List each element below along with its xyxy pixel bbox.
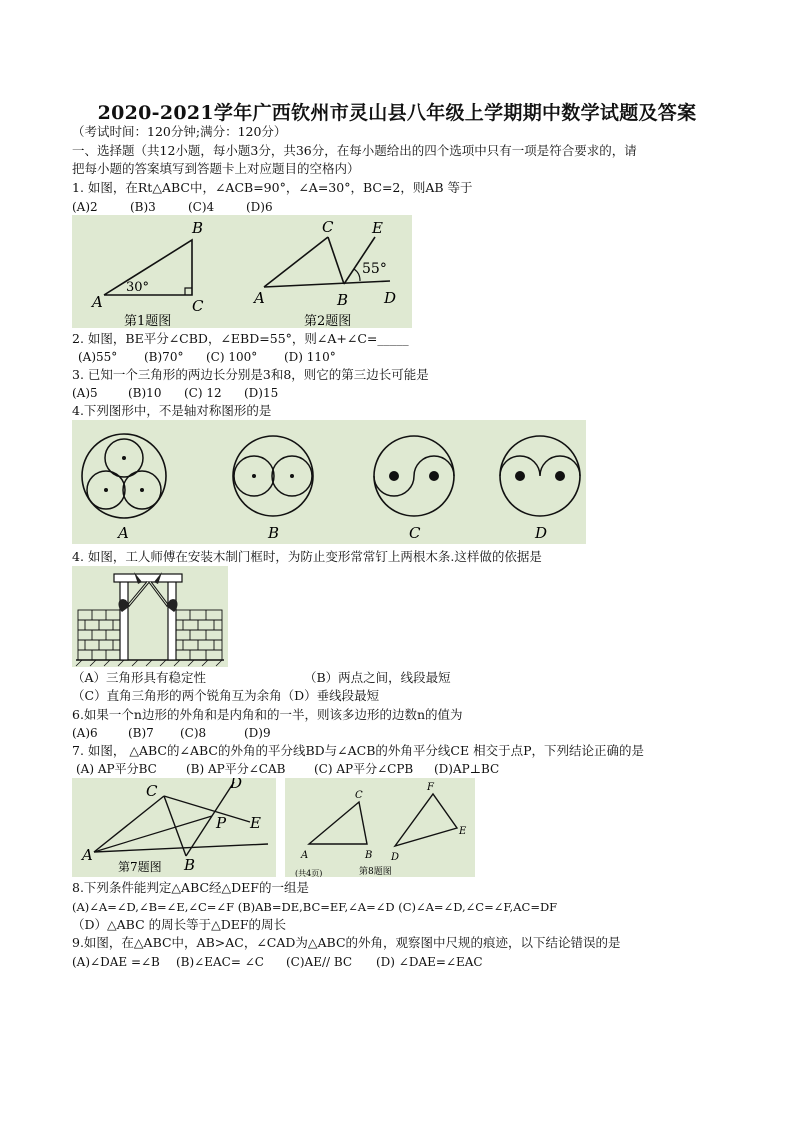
q3-options bbox=[72, 385, 278, 401]
fig1-angle-label: 30° bbox=[126, 280, 150, 295]
fig7-label-d: D bbox=[230, 778, 243, 792]
fig2-label-c: C bbox=[322, 218, 334, 236]
section-instructions-line1: 一、选择题（共12小题，每小题3分，共36分，在每小题给出的四个选项中只有一项是符合要求的，请 bbox=[72, 143, 637, 158]
q2-options bbox=[78, 349, 336, 365]
q4b-option-a: （A）三角形具有稳定性 bbox=[72, 670, 207, 685]
fig8-label-e: E bbox=[459, 826, 467, 837]
fig2-caption: 第2题图 bbox=[304, 314, 352, 328]
q7-option-a: (A) AP平分BC bbox=[76, 762, 157, 776]
page-title: 2020-2021学年广西钦州市灵山县八年级上学期期中数学试题及答案 bbox=[97, 102, 697, 124]
figure-q1-q2 bbox=[72, 215, 412, 328]
q7-option-b: (B) AP平分∠CAB bbox=[186, 762, 286, 776]
q8-stem: 8.下列条件能判定△ABC经△DEF的一组是 bbox=[72, 880, 309, 895]
q4a-stem: 4.下列图形中，不是轴对称图形的是 bbox=[72, 403, 272, 418]
q1-option-d: (D)6 bbox=[246, 200, 273, 214]
fig2-label-a: A bbox=[254, 289, 265, 307]
fig7-label-e: E bbox=[250, 814, 261, 832]
figure-q8-svg bbox=[285, 778, 475, 877]
section-instructions-line2: 把每小题的答案填写到答题卡上对应题目的空格内） bbox=[72, 161, 360, 176]
fig7-label-p: P bbox=[216, 814, 227, 832]
q6-option-b: (B)7 bbox=[128, 726, 154, 740]
fig8-label-f: F bbox=[427, 782, 434, 793]
q4b-option-row1 bbox=[72, 670, 451, 686]
q4b-option-row2 bbox=[72, 688, 379, 704]
fig8-label-d: D bbox=[391, 852, 400, 863]
fig4-label-c: C bbox=[409, 524, 421, 542]
q6-option-d: (D)9 bbox=[244, 726, 271, 740]
fig7-label-a: A bbox=[82, 846, 93, 864]
q1-stem: 1. 如图，在Rt△ABC中，∠ACB=90°，∠A=30°，BC=2，则AB 等于 bbox=[72, 180, 473, 195]
fig4-label-d: D bbox=[535, 524, 548, 542]
figure-door-frame bbox=[72, 566, 228, 667]
q3-stem: 3. 已知一个三角形的两边长分别是3和8，则它的第三边长可能是 bbox=[72, 367, 429, 382]
fig2-label-e: E bbox=[372, 219, 383, 237]
fig2-angle-label: 55° bbox=[362, 261, 387, 277]
q2-stem: 2. 如图，BE平分∠CBD，∠EBD=55°，则∠A+∠C=_____ bbox=[72, 331, 409, 346]
fig2-label-d: D bbox=[384, 289, 397, 307]
q9-options bbox=[72, 954, 483, 970]
q3-option-d: (D)15 bbox=[244, 386, 279, 400]
exam-info: （考试时间：120分钟;满分：120分） bbox=[72, 124, 287, 139]
figure-q4-svg bbox=[72, 420, 586, 544]
q9-option-b: (B)∠EAC= ∠C bbox=[176, 955, 264, 969]
figure-q8 bbox=[285, 778, 475, 877]
q1-option-a: (A)2 bbox=[72, 200, 98, 214]
fig8-page-note: (共4页) bbox=[295, 869, 323, 877]
figure-q1-q2-svg bbox=[72, 215, 412, 328]
fig4-label-b: B bbox=[268, 524, 280, 542]
fig1-label-a: A bbox=[92, 293, 103, 311]
fig1-label-b: B bbox=[192, 219, 204, 237]
fig7-caption: 第7题图 bbox=[118, 860, 162, 874]
fig8-label-a: A bbox=[301, 850, 309, 861]
q2-option-a: (A)55° bbox=[78, 350, 118, 364]
q7-option-d: (D)AP⊥BC bbox=[434, 762, 500, 776]
q9-option-a: (A)∠DAE =∠B bbox=[72, 955, 160, 969]
figure-q4-symmetry bbox=[72, 420, 586, 544]
q3-option-b: (B)10 bbox=[128, 386, 162, 400]
fig1-label-c: C bbox=[192, 297, 204, 315]
q6-option-c: (C)8 bbox=[180, 726, 207, 740]
q1-option-c: (C)4 bbox=[188, 200, 215, 214]
fig1-caption: 第1题图 bbox=[124, 314, 172, 328]
fig7-label-c: C bbox=[146, 782, 158, 800]
fig4-label-a: A bbox=[118, 524, 129, 542]
q4b-stem: 4. 如图，工人师傅在安装木制门框时，为防止变形常常钉上两根木条.这样做的依据是 bbox=[72, 549, 542, 564]
q9-option-d: (D) ∠DAE=∠EAC bbox=[376, 955, 483, 969]
q4b-option-d: （D）垂线段最短 bbox=[281, 688, 380, 703]
fig2-label-b: B bbox=[337, 291, 349, 309]
q4b-option-b: （B）两点之间，线段最短 bbox=[304, 670, 451, 685]
fig8-label-c: C bbox=[355, 790, 363, 801]
q9-stem: 9.如图，在△ABC中，AB>AC，∠CAD为△ABC的外角，观察图中尺规的痕迹，以下结论错误的是 bbox=[72, 935, 621, 950]
q1-options bbox=[72, 199, 273, 215]
q8-options: (A)∠A=∠D,∠B=∠E,∠C=∠F (B)AB=DE,BC=EF,∠A=∠D (C)∠A=∠D,∠C=∠F,AC=DF bbox=[72, 900, 558, 914]
figure-door-frame-svg bbox=[72, 566, 228, 667]
figure-q7 bbox=[72, 778, 276, 877]
q3-option-a: (A)5 bbox=[72, 386, 98, 400]
q3-option-c: (C) 12 bbox=[184, 386, 222, 400]
fig7-label-b: B bbox=[184, 856, 196, 874]
q7-option-c: (C) AP平分∠CPB bbox=[314, 762, 414, 776]
q4b-option-c: （C）直角三角形的两个锐角互为余角 bbox=[72, 688, 282, 703]
q7-stem: 7. 如图， △ABC的∠ABC的外角的平分线BD与∠ACB的外角平分线CE 相交于点P，下列结论正确的是 bbox=[72, 743, 645, 758]
q6-option-a: (A)6 bbox=[72, 726, 98, 740]
figure-q7-svg bbox=[72, 778, 276, 877]
q2-option-d: (D) 110° bbox=[284, 350, 336, 364]
q9-option-c: (C)AE// BC bbox=[286, 955, 353, 969]
q6-stem: 6.如果一个n边形的外角和是内角和的一半，则该多边形的边数n的值为 bbox=[72, 707, 463, 722]
q1-option-b: (B)3 bbox=[130, 200, 156, 214]
q6-options bbox=[72, 725, 271, 741]
fig8-label-b: B bbox=[365, 850, 373, 861]
fig8-caption: 第8题图 bbox=[359, 867, 392, 877]
q7-options bbox=[76, 761, 499, 777]
q8-option-d: （D）△ABC 的周长等于△DEF的周长 bbox=[72, 917, 287, 932]
q2-option-b: (B)70° bbox=[144, 350, 184, 364]
q2-option-c: (C) 100° bbox=[206, 350, 258, 364]
